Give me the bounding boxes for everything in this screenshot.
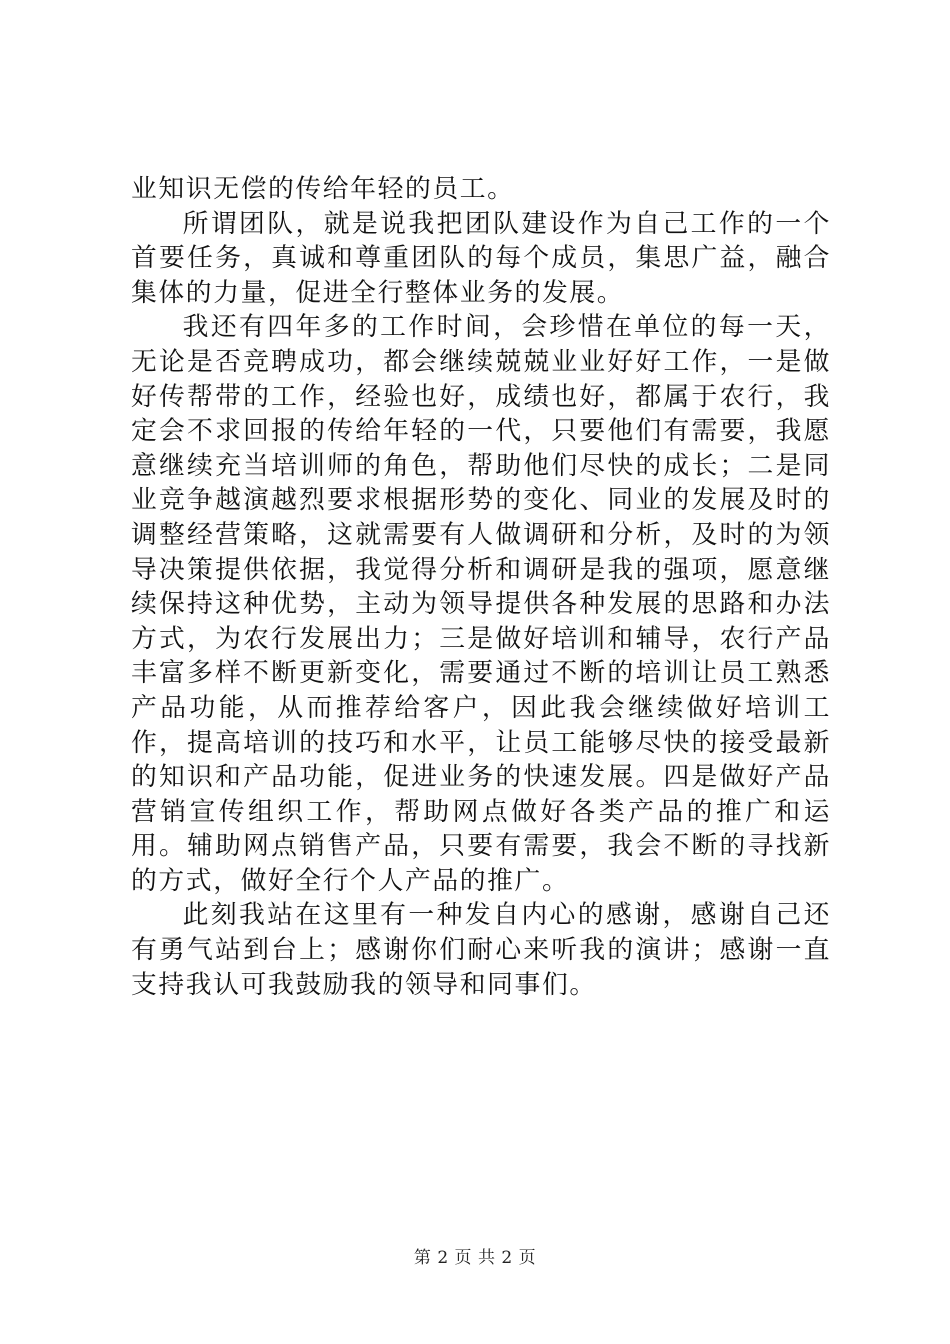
paragraph-plans: 我还有四年多的工作时间，会珍惜在单位的每一天，无论是否竞聘成功，都会继续兢兢业业好好工作，一是做好传帮带的工作，经验也好，成绩也好，都属于农行，我定会不求回报的传给年轻的一代，只要他们有需要，我愿意继续充当培训师的角色，帮助他们尽快的成长；二是同业竞争越演越烈要求根据形势的变化、同业的发展及时的调整经营策略，这就需要有人做调研和分析，及时的为领导决策提供依据，我觉得分析和调研是我的强项，愿意继续保持这种优势，主动为领导提供各种发展的思路和办法方式，为农行发展出力；三是做好培训和辅导，农行产品丰富多样不断更新变化，需要通过不断的培训让员工熟悉产品功能，从而推荐给客户，因此我会继续做好培训工作，提高培训的技巧和水平，让员工能够尽快的接受最新的知识和产品功能，促进业务的快速发展。四是做好产品营销宣传组织工作，帮助网点做好各类产品的推广和运用。辅助网点销售产品，只要有需要，我会不断的寻找新的方式，做好全行个人产品的推广。 bbox=[131, 312, 831, 896]
paragraph-thanks: 此刻我站在这里有一种发自内心的感谢，感谢自己还有勇气站到台上；感谢你们耐心来听我的演讲；感谢一直支持我认可我鼓励我的领导和同事们。 bbox=[131, 900, 831, 1000]
paragraph-continuation: 业知识无偿的传给年轻的员工。 bbox=[131, 174, 515, 204]
paragraph-team: 所谓团队，就是说我把团队建设作为自己工作的一个首要任务，真诚和尊重团队的每个成员，集思广益，融合集体的力量，促进全行整体业务的发展。 bbox=[131, 208, 831, 308]
page-number-footer: 第 2 页 共 2 页 bbox=[413, 1248, 537, 1268]
document-body bbox=[131, 172, 831, 1002]
